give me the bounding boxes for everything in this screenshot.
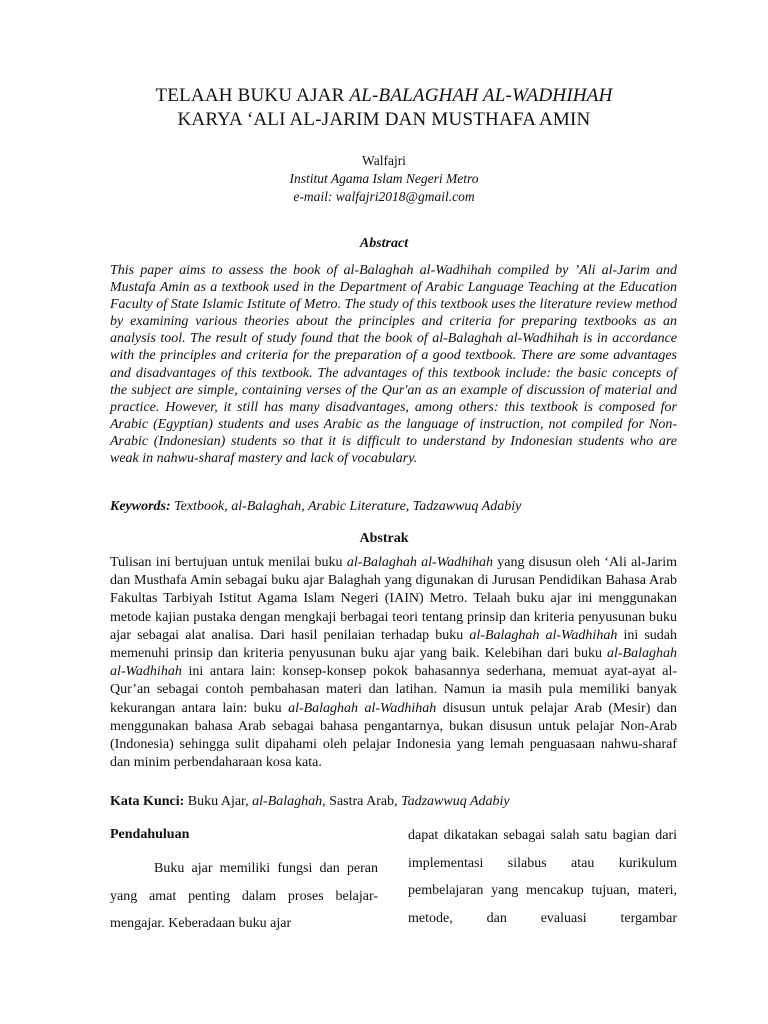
- title-line-1: [0, 84, 768, 108]
- keywords-id-value-italic: al-Balaghah: [252, 794, 323, 809]
- keywords-en: [110, 498, 677, 516]
- keywords-id: [110, 793, 677, 811]
- right-column-paragraph: dapat dikatakan sebagai salah satu bagian dari implementasi silabus atau kurikulum pembelajaran yang mencakup tujuan, materi, metode, dan evaluasi tergambar: [408, 828, 677, 926]
- abstrak-part-italic: al-Balaghah al-Wadhihah: [288, 700, 437, 716]
- abstrak-part-italic: al-Balaghah al-Wadhihah: [469, 627, 618, 643]
- abstrak-text: [110, 554, 677, 772]
- author-institution: Institut Agama Islam Negeri Metro: [289, 171, 479, 186]
- keywords-en-label: Keywords:: [110, 499, 171, 514]
- keywords-en-value: Textbook, al-Balaghah, Arabic Literature, Tadzawwuq Adabiy: [170, 499, 522, 514]
- left-column-paragraph: Buku ajar memiliki fungsi dan peran yang amat penting dalam proses belajar-mengajar. Keberadaan buku ajar: [110, 861, 378, 931]
- author-name: Walfajri: [362, 153, 406, 168]
- left-column: [110, 825, 378, 938]
- keywords-id-value: , Sastra Arab,: [322, 794, 402, 809]
- author-block: [0, 152, 768, 206]
- title-line-1-italic: AL-BALAGHAH AL-WADHIHAH: [349, 85, 613, 106]
- keywords-id-value: Buku Ajar,: [184, 794, 253, 809]
- abstrak-part: Tulisan ini bertujuan untuk menilai buku: [110, 555, 347, 570]
- paper-title: [0, 84, 768, 132]
- title-line-2: KARYA ‘ALI AL-JARIM DAN MUSTHAFA AMIN: [177, 109, 591, 130]
- keywords-id-value-italic: Tadzawwuq Adabiy: [401, 794, 510, 809]
- abstrak-part: ini antara lain: konsep-konsep pokok bahasannya sederhana, memuat ayat-ayat al-Qur’an sebagai contoh pembahasan materi dan latihan. Namun ia masih pula memiliki banyak kekurangan antara lain: buku: [110, 664, 677, 716]
- abstrak-part: disusun untuk pelajar Arab (Mesir) dan menggunakan bahasa Arab sebagai bahasa pengantarnya, bukan disusun untuk pelajar Non-Arab (Indonesia) sehingga sulit dipahami oleh pelajar Indonesia yang lemah penguasaan nahwu-sharaf dan minim perbendaharaan kosa kata.: [110, 700, 677, 771]
- abstrak-part: yang disusun oleh ‘Ali al-Jarim dan Musthafa Amin sebagai buku ajar Balaghah yang digunakan di Jurusan Pendidikan Bahasa Arab Fakultas Tarbiyah Istitut Agama Islam Negeri (IAIN) Metro. Telaah buku ajar ini menggunakan metode kajian pustaka dengan mengkaji berbagai teori tentang prinsip dan kriteria penyusunan buku ajar sebagai alat analisa. Dari hasil penilaian terhadap buku: [110, 555, 678, 643]
- section-heading-introduction: Pendahuluan: [110, 827, 190, 842]
- abstract-text: This paper aims to assess the book of al-Balaghah al-Wadhihah compiled by ’Ali al-Jarim and Mustafa Amin as a textbook used in the Department of Arabic Language Teaching at the Education Faculty of State Islamic Istitute of Metro. The study of this textbook uses the literature review method by examining various theories about the principles and criteria for preparing textbooks as an analysis tool. The result of study found that the book of al-Balaghah al-Wadhihah is in accordance with the principles and criteria for the preparation of a good textbook. There are some advantages and disadvantages of this textbook. The advantages of this textbook include: the basic concepts of the subject are simple, containing verses of the Qur'an as an example of discussion of material and practice. However, it still has many disadvantages, among others: this textbook is composed for Arabic (Egyptian) students and uses Arabic as the language of instruction, not compiled for Non-Arabic (Indonesian) students so that it is difficult to understand by Indonesian students who are weak in nahwu-sharaf mastery and lack of vocabulary.: [110, 263, 677, 467]
- title-line-1-plain: TELAAH BUKU AJAR: [155, 85, 350, 106]
- author-email: e-mail: walfajri2018@gmail.com: [293, 189, 475, 204]
- abstrak-part: ini sudah memenuhi prinsip dan kriteria penyusunan buku ajar yang baik. Kelebihan dari buku: [110, 627, 677, 662]
- right-column: [408, 822, 677, 932]
- keywords-id-label: Kata Kunci:: [110, 794, 185, 809]
- abstrak-part-italic: al-Balaghah al-Wadhihah: [346, 555, 493, 570]
- abstrak-part-italic: al-Balaghah al-Wadhihah: [110, 646, 677, 680]
- abstract-heading: Abstract: [359, 236, 409, 251]
- abstrak-heading: Abstrak: [359, 531, 409, 546]
